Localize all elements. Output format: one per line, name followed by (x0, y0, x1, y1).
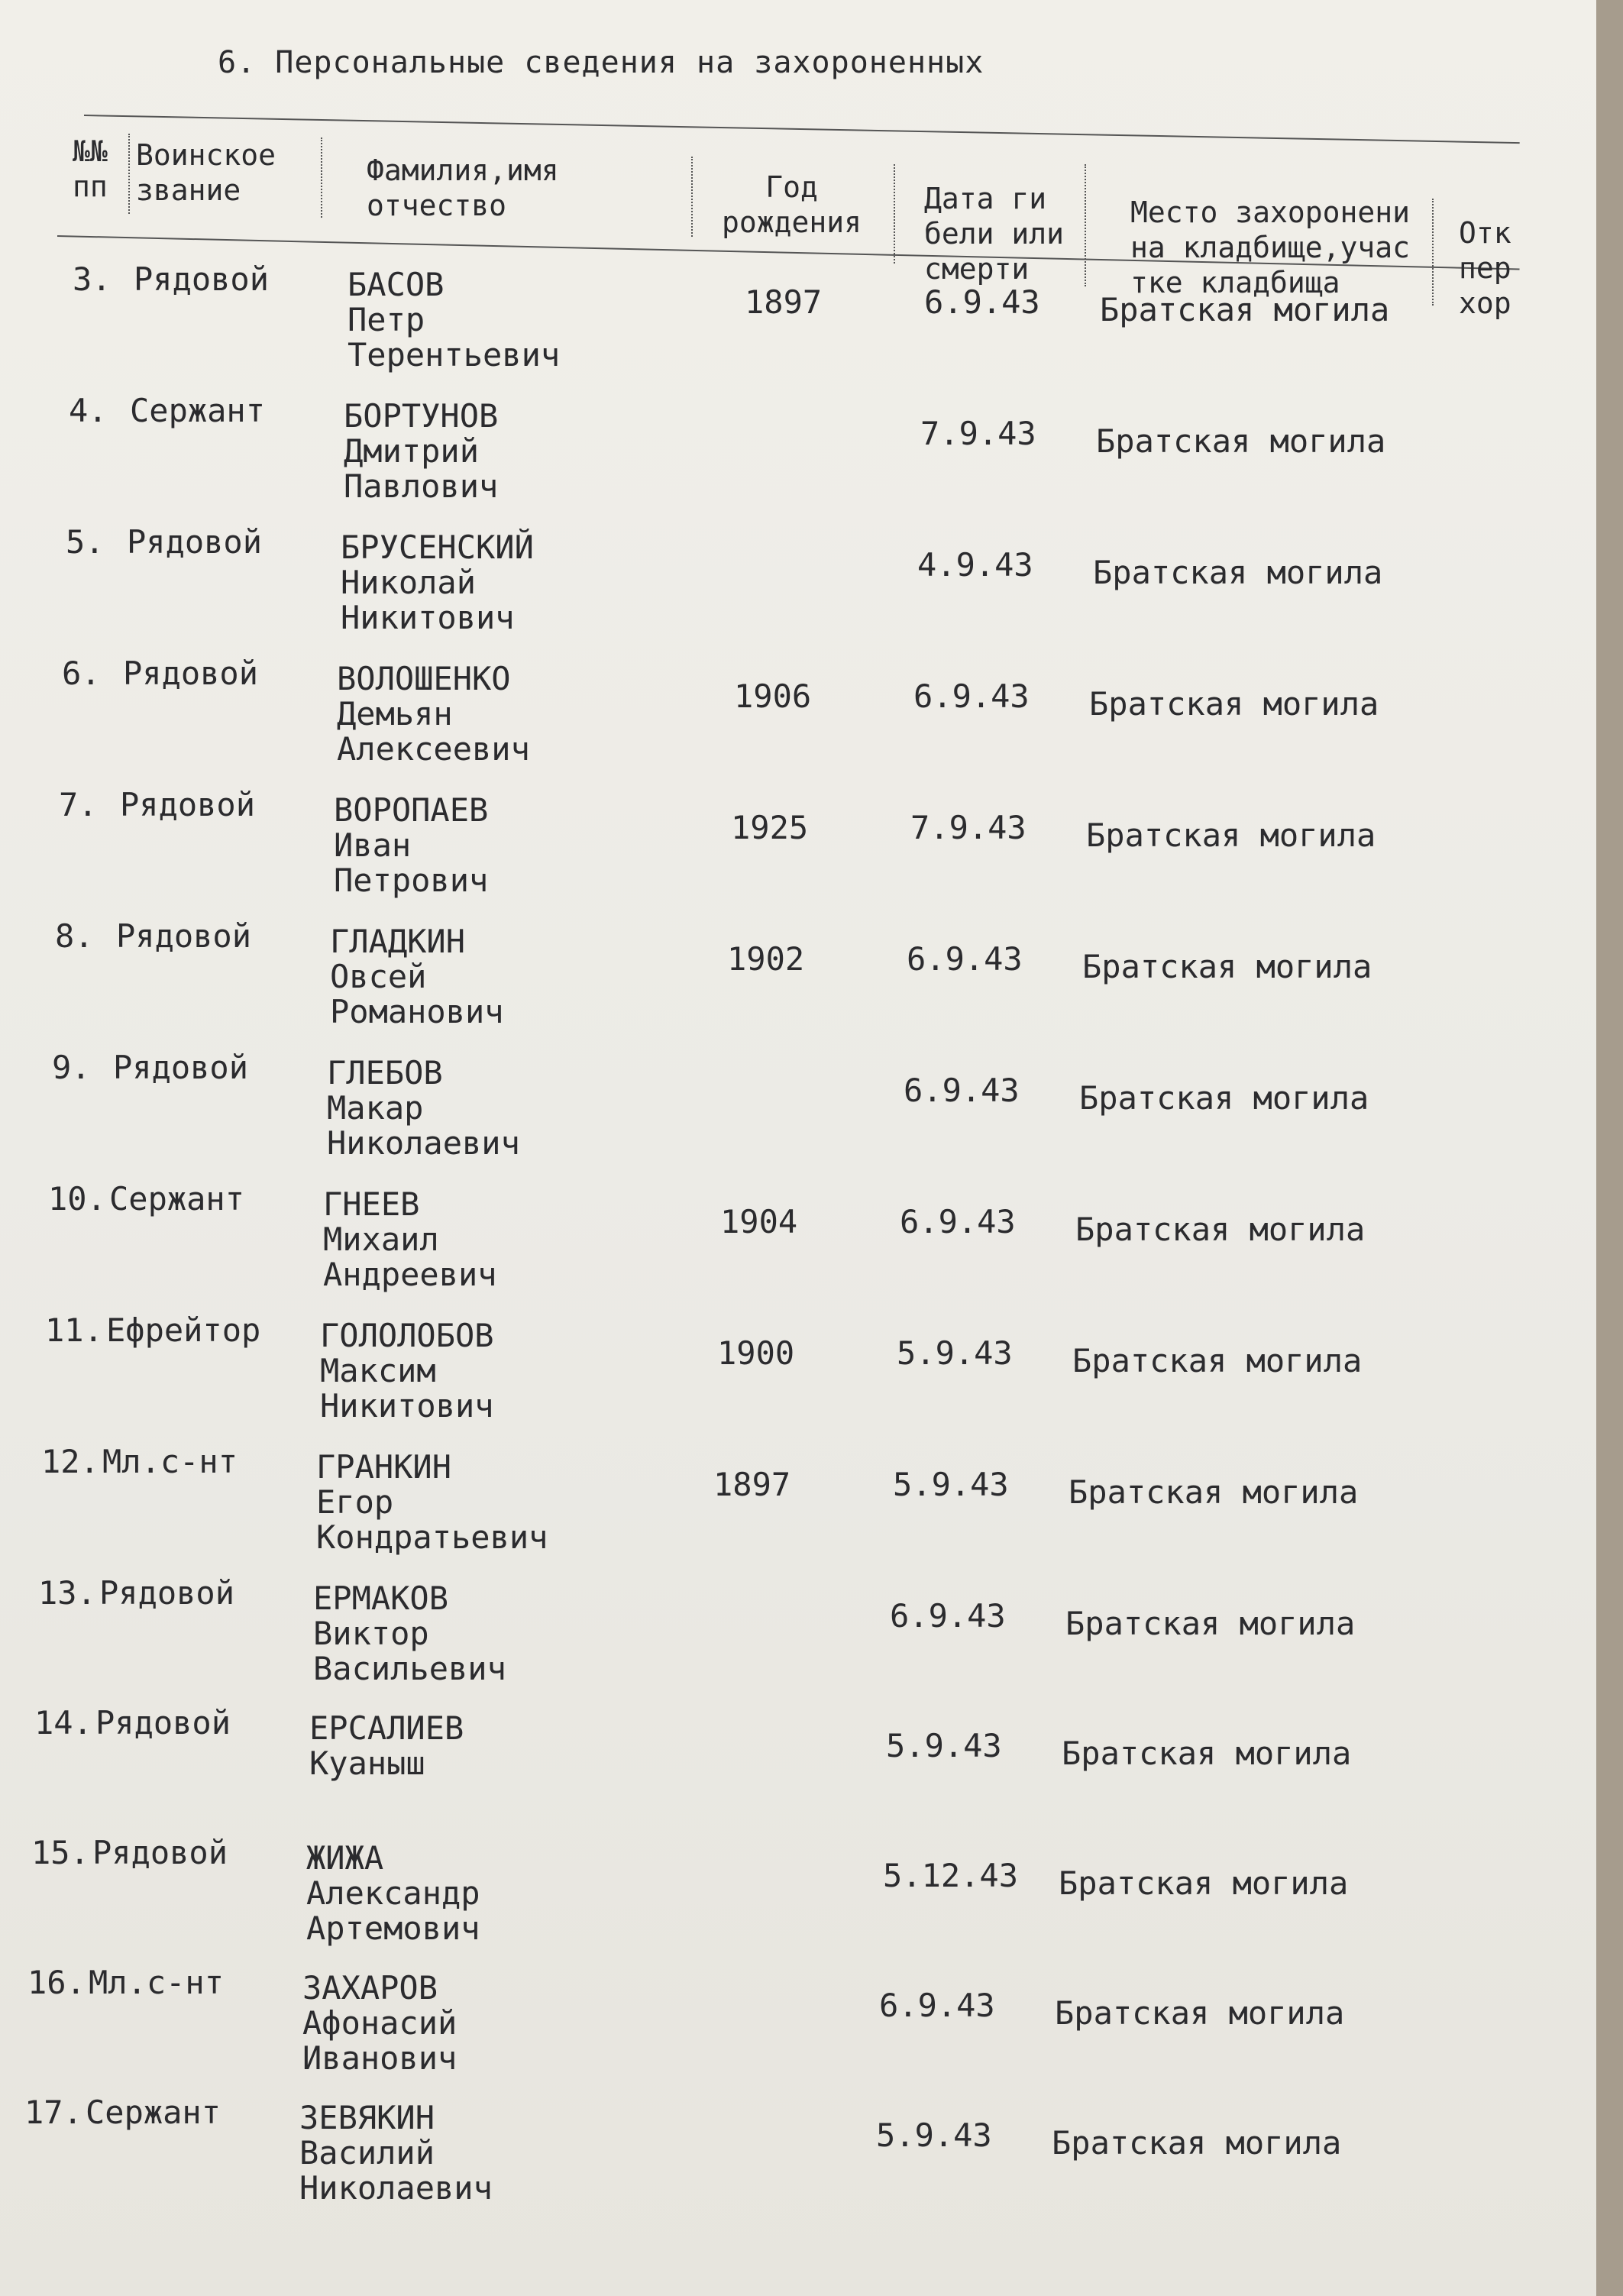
row-number: 16. (27, 1964, 86, 2001)
birth-year: 1897 (713, 1466, 791, 1503)
military-rank: Рядовой (120, 786, 256, 823)
given-name: Николай (341, 564, 477, 601)
burial-place: Братская могила (1062, 1735, 1352, 1772)
death-date: 7.9.43 (910, 809, 1026, 846)
burial-place: Братская могила (1100, 291, 1390, 328)
background-edge (1596, 0, 1623, 2296)
burial-place: Братская могила (1052, 2124, 1342, 2162)
surname: ЗАХАРОВ (302, 1969, 438, 2007)
birth-year: 1904 (720, 1203, 798, 1240)
header-num: №№ пп (73, 134, 108, 203)
military-rank: Рядовой (127, 523, 263, 561)
given-name: Максим (320, 1352, 436, 1389)
military-rank: Рядовой (99, 1574, 235, 1612)
death-date: 6.9.43 (890, 1597, 1006, 1635)
military-rank: Рядовой (95, 1704, 231, 1741)
burial-place: Братская могила (1089, 685, 1379, 723)
surname: БАСОВ (348, 266, 445, 303)
burial-place: Братская могила (1096, 422, 1386, 460)
header-top-rule (84, 115, 1520, 144)
death-date: 5.9.43 (897, 1334, 1013, 1372)
row-number: 9. (52, 1049, 91, 1086)
row-number: 11. (45, 1311, 103, 1349)
given-name: Петр (348, 301, 425, 338)
header-separator (894, 164, 895, 264)
burial-place: Братская могила (1055, 1994, 1345, 2032)
given-name: Дмитрий (344, 432, 480, 470)
row-number: 17. (24, 2094, 82, 2131)
given-name: Куаныш (309, 1745, 425, 1782)
given-name: Иван (334, 826, 412, 864)
military-rank: Рядовой (116, 917, 252, 955)
surname: ЗЕВЯКИН (299, 2099, 435, 2136)
patronymic: Павлович (344, 467, 499, 505)
burial-place: Братская могила (1093, 554, 1383, 591)
given-name: Егор (316, 1483, 394, 1521)
patronymic: Петрович (334, 862, 489, 899)
surname: ЕРСАЛИЕВ (309, 1709, 464, 1747)
header-separator (128, 134, 130, 214)
death-date: 6.9.43 (904, 1072, 1020, 1109)
surname: ГРАНКИН (316, 1448, 452, 1486)
patronymic: Артемович (306, 1910, 480, 1947)
header-separator (691, 157, 693, 237)
military-rank: Рядовой (113, 1049, 249, 1086)
death-date: 5.9.43 (886, 1727, 1002, 1764)
birth-year: 1906 (734, 677, 812, 715)
death-date: 5.12.43 (883, 1857, 1019, 1894)
military-rank: Ефрейтор (106, 1311, 261, 1349)
patronymic: Никитович (320, 1387, 494, 1424)
military-rank: Рядовой (123, 655, 259, 692)
surname: БРУСЕНСКИЙ (341, 529, 534, 566)
burial-place: Братская могила (1065, 1605, 1356, 1642)
surname: ГОЛОЛОБОВ (320, 1317, 494, 1354)
death-date: 4.9.43 (917, 546, 1033, 584)
burial-place: Братская могила (1059, 1864, 1349, 1902)
military-rank: Сержант (86, 2094, 221, 2131)
given-name: Виктор (313, 1615, 429, 1652)
surname: ЖИЖА (306, 1839, 384, 1877)
given-name: Макар (327, 1089, 424, 1127)
patronymic: Николаевич (327, 1124, 520, 1162)
given-name: Демьян (337, 695, 453, 732)
death-date: 6.9.43 (879, 1987, 995, 2024)
burial-place: Братская могила (1079, 1079, 1369, 1117)
row-number: 8. (55, 917, 94, 955)
row-number: 14. (34, 1704, 92, 1741)
header-rank: Воинское звание (136, 138, 276, 207)
surname: БОРТУНОВ (344, 397, 499, 435)
patronymic: Иванович (302, 2039, 457, 2077)
given-name: Василий (299, 2134, 435, 2171)
surname: ГНЕЕВ (323, 1185, 420, 1223)
burial-place: Братская могила (1086, 817, 1376, 854)
birth-year: 1925 (731, 809, 809, 846)
death-date: 5.9.43 (893, 1466, 1009, 1503)
death-date: 6.9.43 (913, 677, 1030, 715)
military-rank: Рядовой (134, 260, 270, 298)
surname: ВОРОПАЕВ (334, 791, 489, 829)
patronymic: Романович (330, 993, 504, 1030)
death-date: 7.9.43 (920, 415, 1036, 452)
row-number: 13. (38, 1574, 96, 1612)
header-name: Фамилия,имя отчество (367, 154, 559, 222)
row-number: 6. (62, 655, 101, 692)
death-date: 6.9.43 (907, 940, 1023, 978)
patronymic: Терентьевич (348, 336, 561, 374)
death-date: 5.9.43 (876, 2117, 992, 2154)
header-separator (321, 137, 322, 218)
military-rank: Рядовой (92, 1834, 228, 1871)
patronymic: Андреевич (323, 1256, 497, 1293)
given-name: Александр (306, 1874, 480, 1912)
header-place: Место захоронени на кладбище,учас тке кладбища (1130, 196, 1411, 299)
header-separator (1085, 164, 1086, 286)
surname: ВОЛОШЕНКО (337, 660, 511, 697)
burial-place: Братская могила (1075, 1211, 1366, 1248)
patronymic: Кондратьевич (316, 1518, 548, 1556)
header-date: Дата ги бели или смерти (924, 182, 1065, 286)
patronymic: Никитович (341, 599, 515, 636)
patronymic: Васильевич (313, 1650, 506, 1687)
birth-year: 1897 (745, 283, 823, 321)
row-number: 5. (66, 523, 105, 561)
row-number: 3. (73, 260, 112, 298)
surname: ГЛАДКИН (330, 923, 466, 960)
military-rank: Мл.с-нт (102, 1443, 238, 1480)
header-year: Год рождения (722, 170, 862, 239)
patronymic: Николаевич (299, 2169, 493, 2207)
given-name: Овсей (330, 958, 427, 995)
header-separator (1432, 199, 1434, 306)
military-rank: Сержант (130, 392, 266, 429)
row-number: 4. (69, 392, 108, 429)
burial-place: Братская могила (1082, 948, 1372, 985)
given-name: Афонасий (302, 2004, 457, 2042)
page-title: 6. Персональные сведения на захороненных (218, 45, 984, 80)
header-extra: Отк пер хор (1459, 216, 1511, 320)
surname: ЕРМАКОВ (313, 1580, 449, 1617)
row-number: 15. (31, 1834, 89, 1871)
burial-place: Братская могила (1069, 1473, 1359, 1511)
birth-year: 1902 (727, 940, 805, 978)
death-date: 6.9.43 (924, 283, 1040, 321)
military-rank: Сержант (109, 1180, 245, 1218)
surname: ГЛЕБОВ (327, 1054, 443, 1091)
given-name: Михаил (323, 1221, 439, 1258)
row-number: 12. (41, 1443, 99, 1480)
death-date: 6.9.43 (900, 1203, 1016, 1240)
military-rank: Мл.с-нт (89, 1964, 225, 2001)
row-number: 7. (59, 786, 98, 823)
patronymic: Алексеевич (337, 730, 530, 768)
row-number: 10. (48, 1180, 106, 1218)
burial-place: Братская могила (1072, 1342, 1363, 1379)
birth-year: 1900 (717, 1334, 795, 1372)
